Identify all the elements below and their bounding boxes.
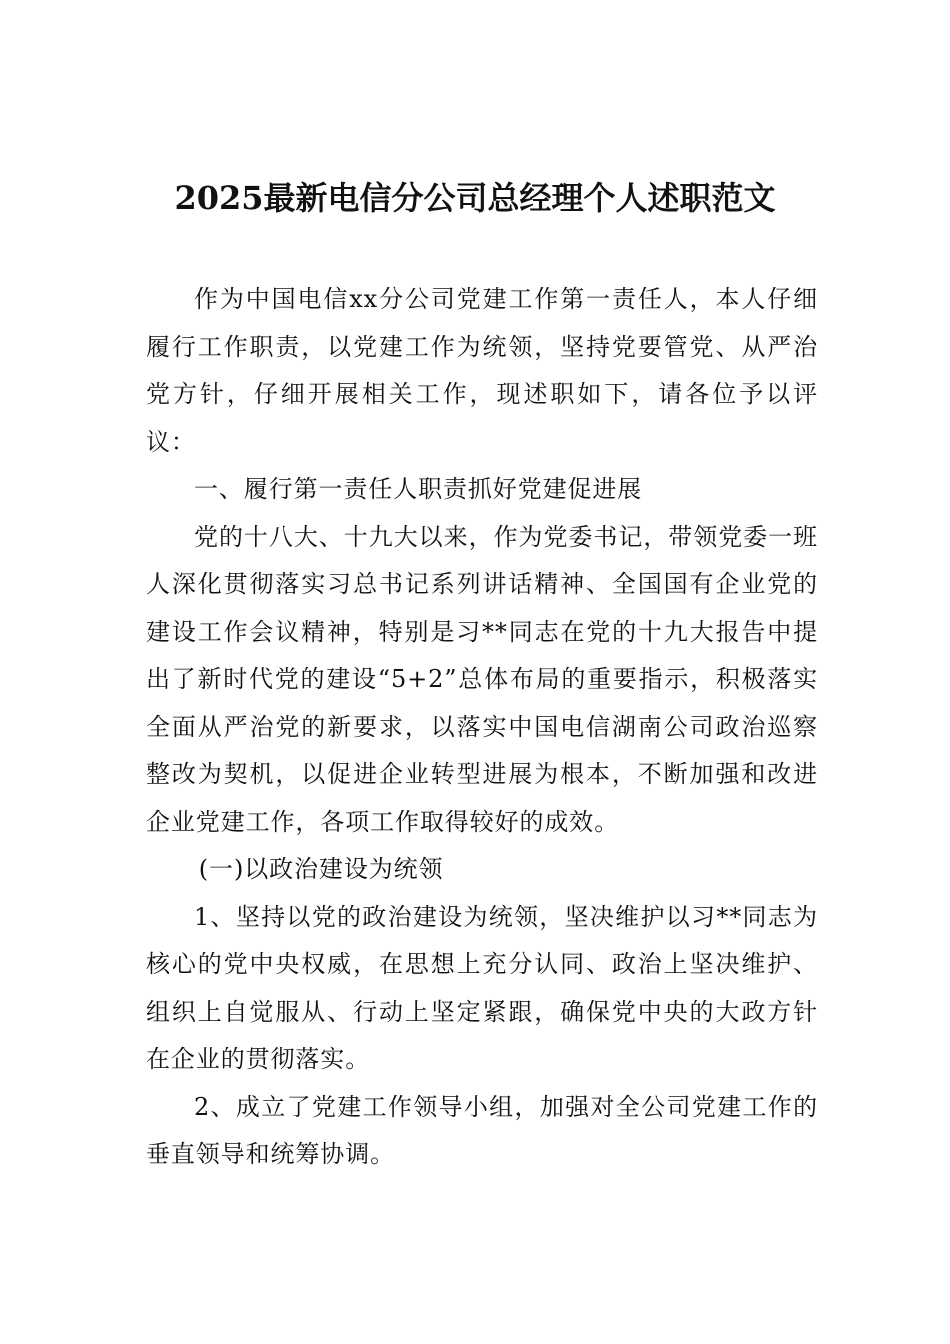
intro-paragraph: 作为中国电信xx分公司党建工作第一责任人，本人仔细履行工作职责，以党建工作为统领，坚持党要管党、从严治党方针，仔细开展相关工作，现述职如下，请各位予以评议： [146,285,818,456]
subsection-heading-1: (一)以政治建设为统领 [198,855,444,883]
document-title: 2025最新电信分公司总经理个人述职范文 [174,179,776,217]
item-paragraph-2: 2、成立了党建工作领导小组，加强对全公司党建工作的垂直领导和统筹协调。 [146,1092,818,1168]
section-1-paragraph: 党的十八大、十九大以来，作为党委书记，带领党委一班人深化贯彻落实习总书记系列讲话精神、全国国有企业党的建设工作会议精神，特别是习**同志在党的十九大报告中提出了新时代党的建设“5+2”总体布局的重要指示，积极落实全面从严治党的新要求，以落实中国电信湖南公司政治巡察整改为契机，以促进企业转型进展为根本，不断加强和改进企业党建工作，各项工作取得较好的成效。 [146,522,818,836]
document-body [146,276,818,1179]
item-paragraph-1: 1、坚持以党的政治建设为统领，坚决维护以习**同志为核心的党中央权威，在思想上充分认同、政治上坚决维护、组织上自觉服从、行动上坚定紧跟，确保党中央的大政方针在企业的贯彻落实。 [146,902,818,1073]
section-heading-1: 一、履行第一责任人职责抓好党建促进展 [194,475,643,503]
